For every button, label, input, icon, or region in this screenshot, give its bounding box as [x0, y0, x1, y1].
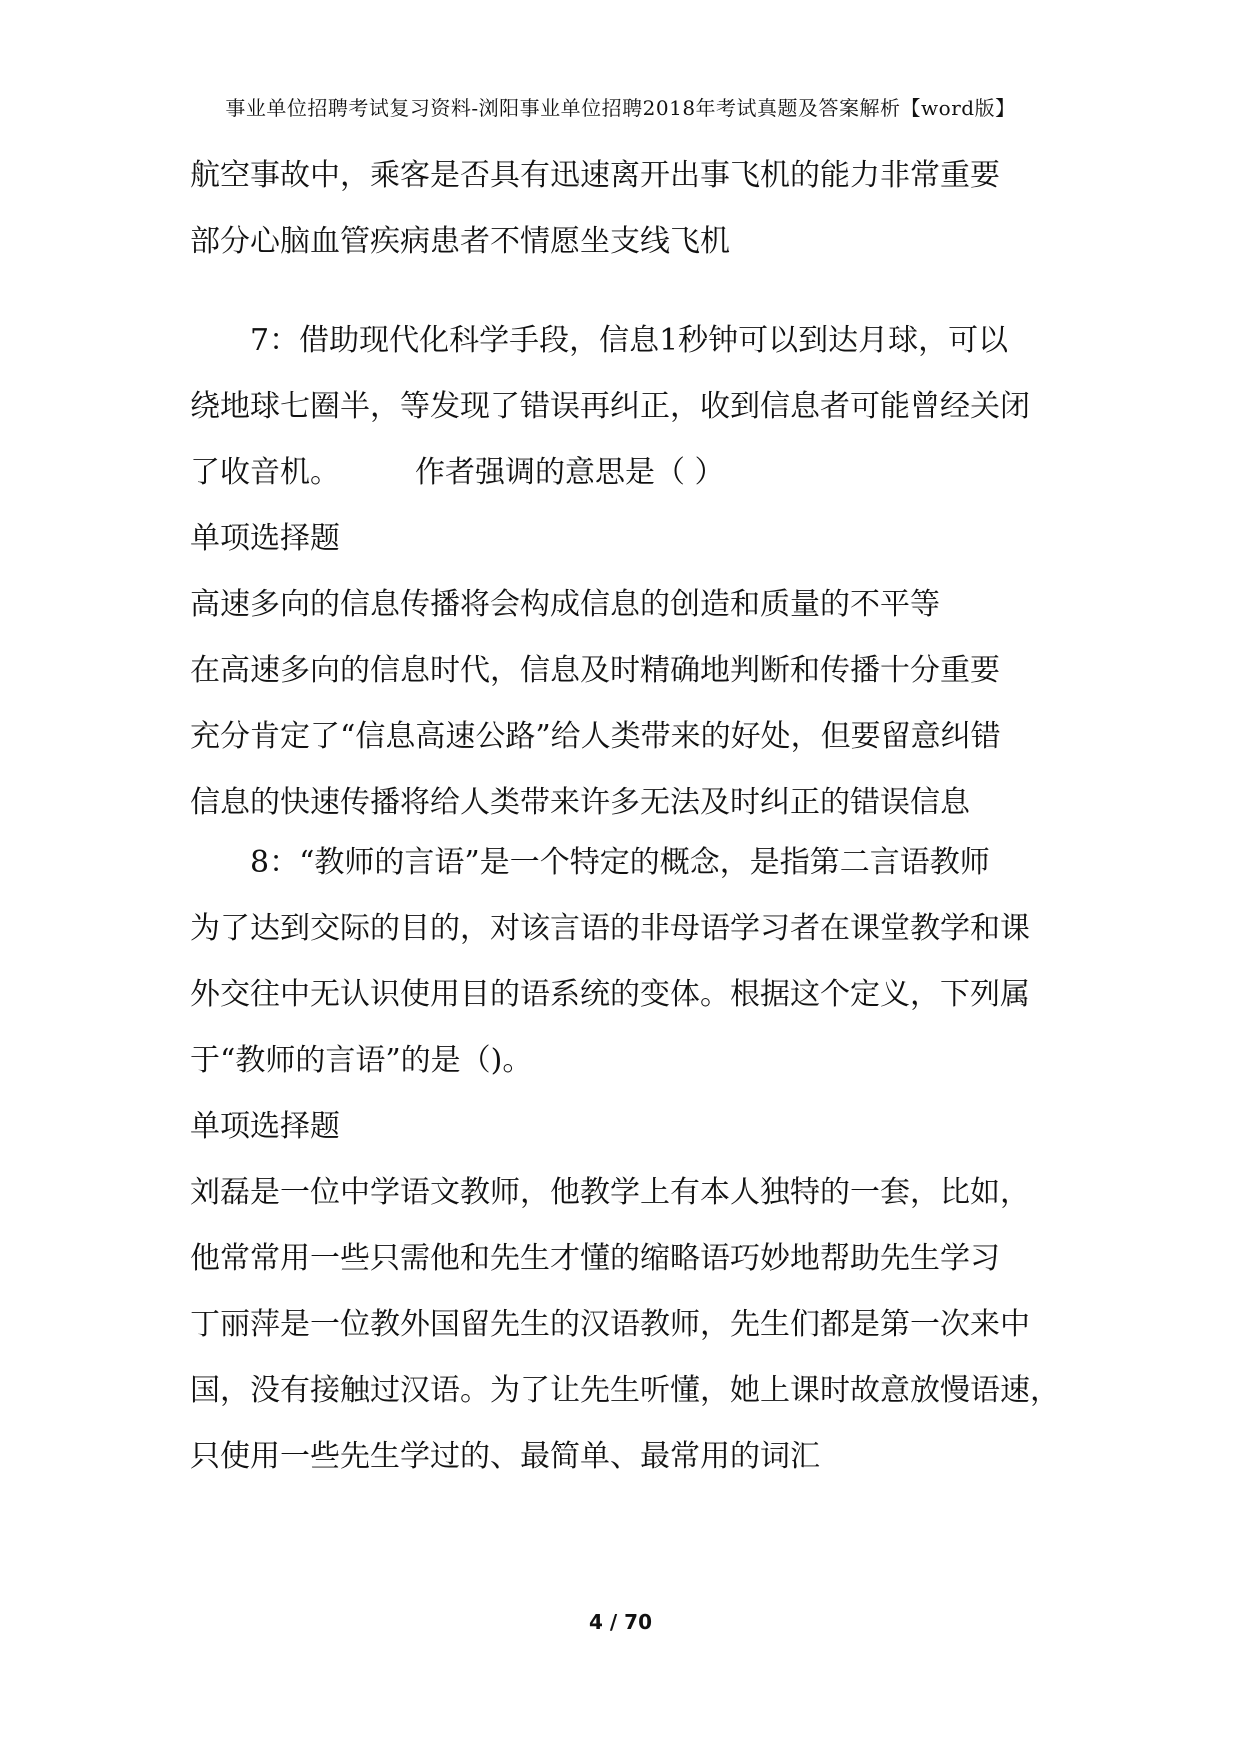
- question-7: [190, 308, 1070, 836]
- prev-option-1: 航空事故中，乘客是否具有迅速离开出事飞机的能力非常重要: [190, 158, 1000, 193]
- q8-option-a-line-1: 刘磊是一位中学语文教师，他教学上有本人独特的一套，比如，: [190, 1175, 1030, 1210]
- q7-option-c: 充分肯定了“信息高速公路”给人类带来的好处，但要留意纠错: [190, 719, 1001, 754]
- page-content: [190, 143, 1070, 275]
- q8-type: 单项选择题: [190, 1109, 340, 1144]
- q7-option-b: 在高速多向的信息时代，信息及时精确地判断和传播十分重要: [190, 653, 1000, 688]
- q7-line-2: 绕地球七圈半，等发现了错误再纠正，收到信息者可能曾经关闭: [190, 389, 1030, 424]
- q8-line-3: 外交往中无认识使用目的语系统的变体。根据这个定义，下列属: [190, 977, 1030, 1012]
- q8-line-2: 为了达到交际的目的，对该言语的非母语学习者在课堂教学和课: [190, 911, 1030, 946]
- q7-option-a: 高速多向的信息传播将会构成信息的创造和质量的不平等: [190, 587, 940, 622]
- q8-option-a-line-2: 他常常用一些只需他和先生才懂的缩略语巧妙地帮助先生学习: [190, 1241, 1000, 1276]
- q7-line-1: 7：借助现代化科学手段，信息1秒钟可以到达月球，可以: [250, 323, 1009, 358]
- page-number: 4 / 70: [589, 1610, 652, 1634]
- q8-option-b-line-2: 国，没有接触过汉语。为了让先生听懂，她上课时故意放慢语速，: [190, 1373, 1060, 1408]
- q8-line-1: 8：“教师的言语”是一个特定的概念，是指第二言语教师: [250, 845, 990, 880]
- question-8: [190, 830, 1070, 1490]
- q8-line-4: 于“教师的言语”的是（)。: [190, 1043, 533, 1078]
- page-header: 事业单位招聘考试复习资料-浏阳事业单位招聘2018年考试真题及答案解析【word版】: [225, 96, 1016, 120]
- prev-option-2: 部分心脑血管疾病患者不情愿坐支线飞机: [190, 224, 730, 259]
- q8-option-b-line-1: 丁丽萍是一位教外国留先生的汉语教师，先生们都是第一次来中: [190, 1307, 1030, 1342]
- q7-type: 单项选择题: [190, 521, 340, 556]
- q7-line-3: 了收音机。 作者强调的意思是（ ）: [190, 455, 725, 490]
- q8-option-b-line-3: 只使用一些先生学过的、最简单、最常用的词汇: [190, 1439, 820, 1474]
- q7-option-d: 信息的快速传播将给人类带来许多无法及时纠正的错误信息: [190, 785, 970, 820]
